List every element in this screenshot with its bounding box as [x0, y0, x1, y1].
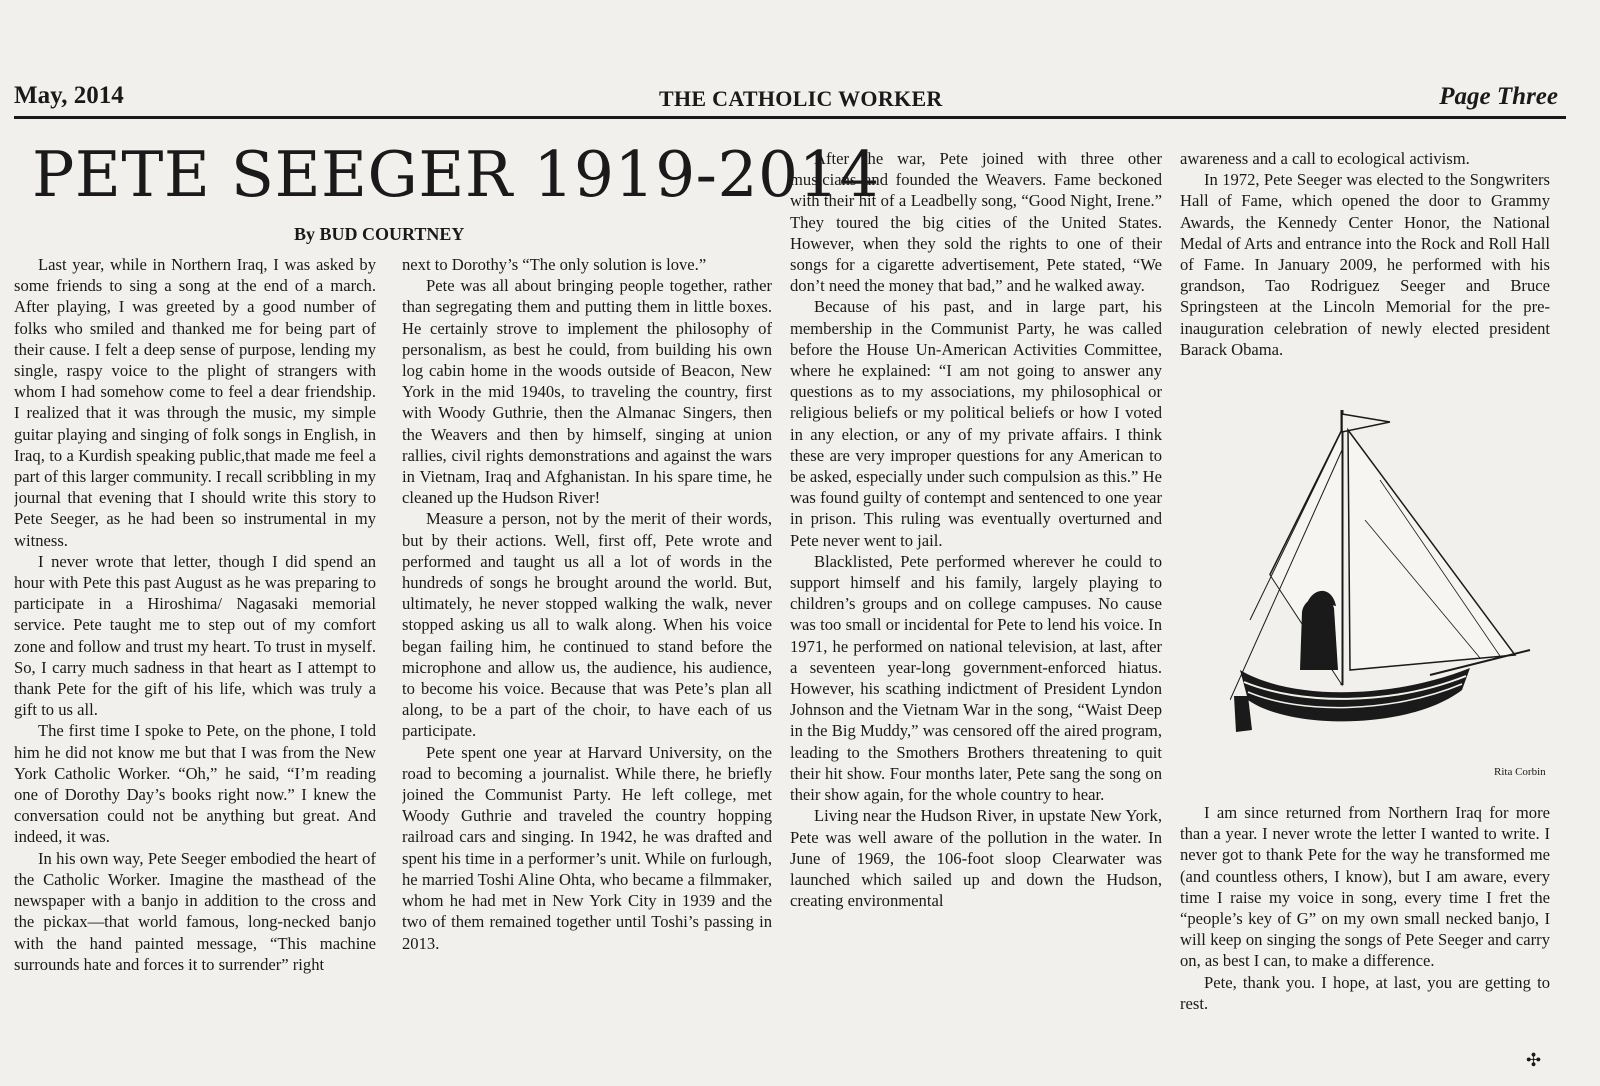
paragraph: Blacklisted, Pete performed wherever he could to support himself and his family, largely playing to children’s groups and on college campuses. No cause was too small or incidental for Pete to lend his voice. In 1971, he performed on national television, at last, after a seventeen year-long government-enforced hiatus. However, his scathing indictment of President Lyndon Johnson and the Vietnam War in the song, “Waist Deep in the Big Muddy,” was censored off the aired program, leading to the Smothers Brothers threatening to quit their hit show. Four months later, Pete sang the song on their show again, for the whole country to hear. — [790, 551, 1162, 805]
page-number: Page Three — [1439, 83, 1558, 110]
article-column-4-top — [1180, 148, 1550, 388]
paragraph: Because of his past, and in large part, his membership in the Communist Party, he was called before the House Un-American Activities Committee, where he explained: “I am not going to answer any questions as to my associations, my philosophical or religious beliefs or my political beliefs or how I voted in any election, or any of my private affairs. I think these are very improper questions for any American to be asked, especially under such compulsion as this.” He was found guilty of contempt and sentenced to one year in prison. This ruling was eventually overturned and Pete never went to jail. — [790, 297, 1162, 550]
sailboat-illustration — [1230, 400, 1540, 760]
paragraph: Living near the Hudson River, in upstate New York, Pete was well aware of the pollution in the water. In June of 1969, the 106-foot sloop Clearwater was launched which sailed up and down the Hudson, creating environmental — [790, 806, 1162, 911]
illustration-credit: Rita Corbin — [1494, 766, 1546, 778]
paragraph: After the war, Pete joined with three other musicians and founded the Weavers. Fame beckoned with their hit of a Leadbelly song, “Good Night, Irene.” They toured the big cities of the United States. However, when they sold the rights to one of their songs for a cigarette advertisement, Pete stated, “We don’t need the money that bad,” and he walked away. — [790, 149, 1162, 296]
end-of-article-mark: ✣ — [1526, 1050, 1542, 1070]
paragraph: In his own way, Pete Seeger embodied the heart of the Catholic Worker. Imagine the masthead of the newspaper with a banjo in addition to the cross and the pickax—that world famous, long-necked banjo with the hand painted message, “This machine surrounds hate and forces it to surrender” right — [14, 848, 376, 974]
paragraph: In 1972, Pete Seeger was elected to the Songwriters Hall of Fame, which opened the door to Grammy Awards, the Kennedy Center Honor, the National Medal of Arts and entrance into the Rock and Roll Hall of Fame. In January 2009, he performed with his grandson, Tao Rodriguez Seeger and Bruce Springsteen at the Lincoln Memorial for the pre-inauguration celebration of newly elected president Barack Obama. — [1180, 170, 1550, 359]
paragraph-continued: awareness and a call to ecological activism. — [1180, 149, 1470, 168]
issue-date: May, 2014 — [14, 82, 124, 109]
paragraph: The first time I spoke to Pete, on the phone, I told him he did not know me but that I was from the New York Catholic Worker. “Oh,” he said, “I’m reading one of Dorothy Day’s books right now.” I knew the conversation could not be anything but great. And indeed, it was. — [14, 721, 376, 847]
article-column-1 — [14, 254, 376, 1086]
article-column-4-bottom — [1180, 802, 1550, 1086]
paragraph: I never wrote that letter, though I did spend an hour with Pete this past August as he was preparing to participate in a Hiroshima/ Nagasaki memorial service. Pete taught me to step out of my comfort zone and follow and trust my heart. To trust in myself. So, I carry much sadness in that heart as I attempt to thank Pete for the gift of his life, which was truly a gift to us all. — [14, 551, 376, 720]
paragraph: Pete spent one year at Harvard University, on the road to becoming a journalist. While there, he briefly joined the Communist Party. He left college, met Woody Guthrie and traveled the country hopping railroad cars and singing. In 1942, he was drafted and spent his time in a performer’s unit. While on furlough, he married Toshi Aline Ohta, who became a filmmaker, whom he had met in New York City in 1939 and the two of them remained together until Toshi’s passing in 2013. — [402, 742, 772, 953]
paragraph: Last year, while in Northern Iraq, I was asked by some friends to sing a song at the end of a march. After playing, I was greeted by a good number of folks who smiled and thanked me for being part of their cause. I felt a deep sense of purpose, lending my single, raspy voice to the plight of strangers with whom I had somehow come to feel a dear friendship. I realized that it was through the music, my simple guitar playing and singing of folk songs in English, in Iraq, to a Kurdish speaking public,that made me feel a part of this larger community. I recall scribbling in my journal that evening that I should write this story to Pete Seeger, as he had been so instrumental in my witness. — [14, 255, 376, 550]
paper-name: THE CATHOLIC WORKER — [659, 86, 943, 111]
article-column-2 — [402, 254, 772, 1086]
paragraph-continued: next to Dorothy’s “The only solution is love.” — [402, 255, 707, 274]
paragraph: Measure a person, not by the merit of their words, but by their actions. Well, first off, Pete wrote and performed and taught us all a lot of words in the hundreds of songs he brought around the world. But, ultimately, he never stopped walking the walk, never stopped asking us all to walk along. When his voice began failing him, he continued to stand before the microphone and allow us, the audience, his audience, to become his voice. Because that was Pete’s plan all along, to be a part of the choir, to have each of us participate. — [402, 509, 772, 741]
article-headline: PETE SEEGER 1919-2014 — [32, 138, 880, 211]
paragraph: Pete, thank you. I hope, at last, you are getting to rest. — [1180, 972, 1550, 1013]
paragraph: I am since returned from Northern Iraq for more than a year. I never wrote the letter I wanted to write. I never got to thank Pete for the way he transformed me (and countless others, I know), but I am aware, every time I raise my voice in song, every time I fret the “people’s key of G” on my own small necked banjo, I will keep on singing the songs of Pete Seeger and carry on, as best I can, to make a difference. — [1180, 803, 1550, 971]
article-column-3 — [790, 148, 1162, 1086]
paragraph: Pete was all about bringing people together, rather than segregating them and putting them in little boxes. He certainly strove to implement the philosophy of personalism, as best he could, from building his own log cabin home in the woods outside of Beacon, New York in the mid 1940s, to traveling the country, first with Woody Guthrie, then the Almanac Singers, then the Weavers and then by himself, singing at union rallies, civil rights demonstrations and against the wars in Vietnam, Iraq and Afghanistan. In his spare time, he cleaned up the Hudson River! — [402, 276, 772, 508]
article-byline: By BUD COURTNEY — [294, 224, 465, 244]
masthead — [14, 80, 1566, 119]
